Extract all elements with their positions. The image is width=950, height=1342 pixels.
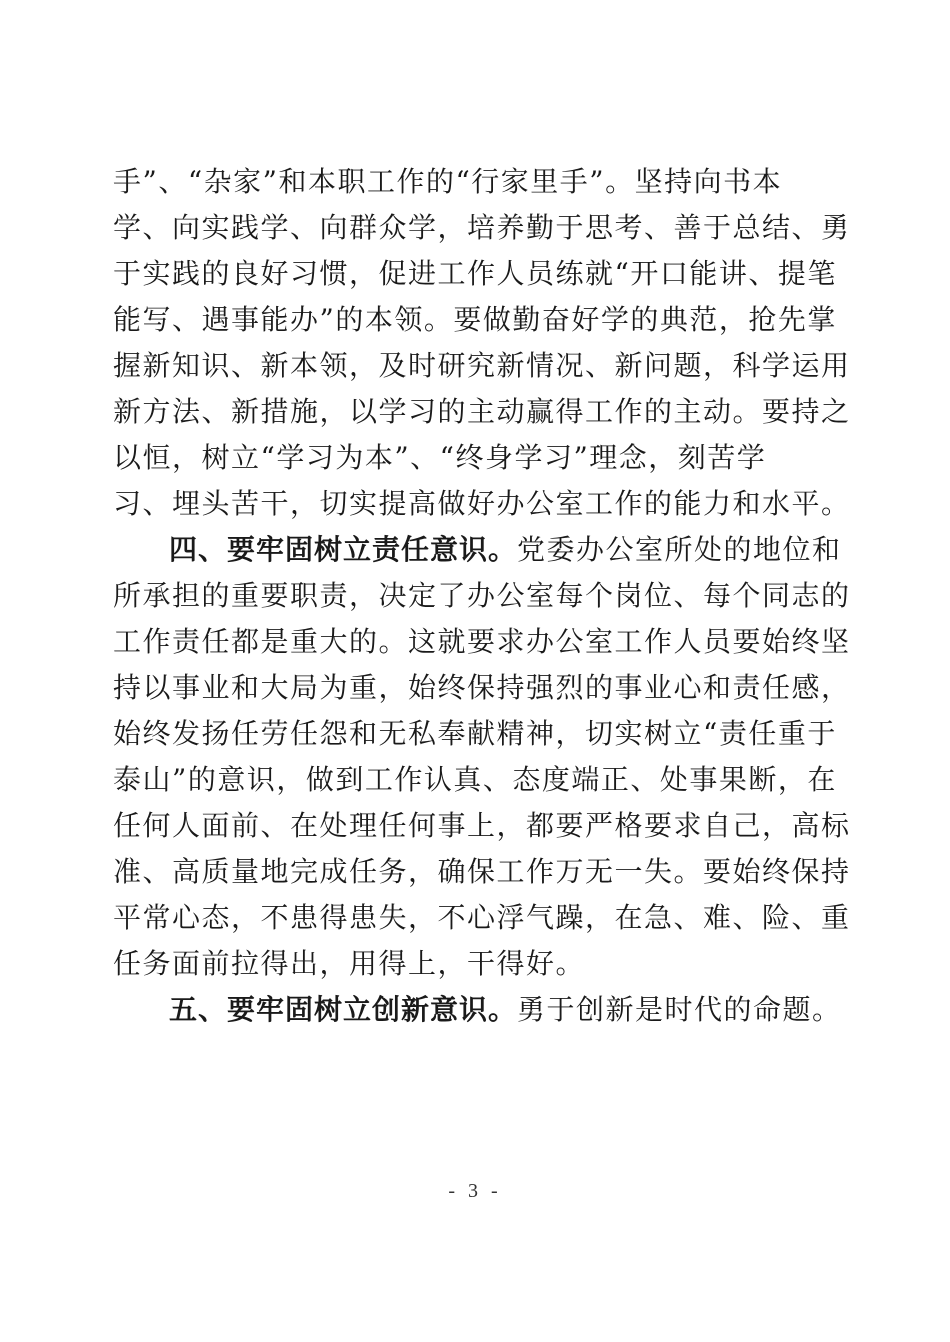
text-line: 持以事业和大局为重，始终保持强烈的事业心和责任感， xyxy=(113,671,851,704)
section-4-first-line xyxy=(113,527,843,573)
page-number: - 3 - xyxy=(448,1180,502,1202)
text-line: 习、埋头苦干，切实提高做好办公室工作的能力和水平。 xyxy=(113,487,851,520)
section-4-heading: 四、要牢固树立责任意识。 xyxy=(169,533,518,566)
section-5-heading: 五、要牢固树立创新意识。 xyxy=(169,993,518,1026)
text-line: 于实践的良好习惯，促进工作人员练就“开口能讲、提笔 xyxy=(113,257,837,290)
text-line: 新方法、新措施，以学习的主动赢得工作的主动。要持之 xyxy=(113,395,851,428)
text-line: 握新知识、新本领，及时研究新情况、新问题，科学运用 xyxy=(113,349,851,382)
text-line: 任何人面前、在处理任何事上，都要严格要求自己，高标 xyxy=(113,809,851,842)
text-line: 平常心态，不患得患失，不心浮气躁，在急、难、险、重 xyxy=(113,901,851,934)
text-line: 手”、“杂家”和本职工作的“行家里手”。坚持向书本 xyxy=(113,165,783,198)
section-4-first-line-text: 党委办公室所处的地位和 xyxy=(517,533,842,566)
section-5-first-line-text: 勇于创新是时代的命题。 xyxy=(517,993,842,1026)
text-line: 所承担的重要职责，决定了办公室每个岗位、每个同志的 xyxy=(113,579,851,612)
text-line: 能写、遇事能办”的本领。要做勤奋好学的典范，抢先掌 xyxy=(113,303,837,336)
text-line: 始终发扬任劳任怨和无私奉献精神，切实树立“责任重于 xyxy=(113,717,837,750)
text-line: 学、向实践学、向群众学，培养勤于思考、善于总结、勇 xyxy=(113,211,851,244)
text-line: 工作责任都是重大的。这就要求办公室工作人员要始终坚 xyxy=(113,625,851,658)
text-line: 以恒，树立“学习为本”、“终身学习”理念，刻苦学 xyxy=(113,441,767,474)
text-line: 泰山”的意识，做到工作认真、态度端正、处事果断，在 xyxy=(113,763,837,796)
section-5-first-line xyxy=(113,987,843,1033)
document-body xyxy=(113,159,851,1033)
text-line: 准、高质量地完成任务，确保工作万无一失。要始终保持 xyxy=(113,855,851,888)
text-line: 任务面前拉得出，用得上，干得好。 xyxy=(113,947,586,980)
